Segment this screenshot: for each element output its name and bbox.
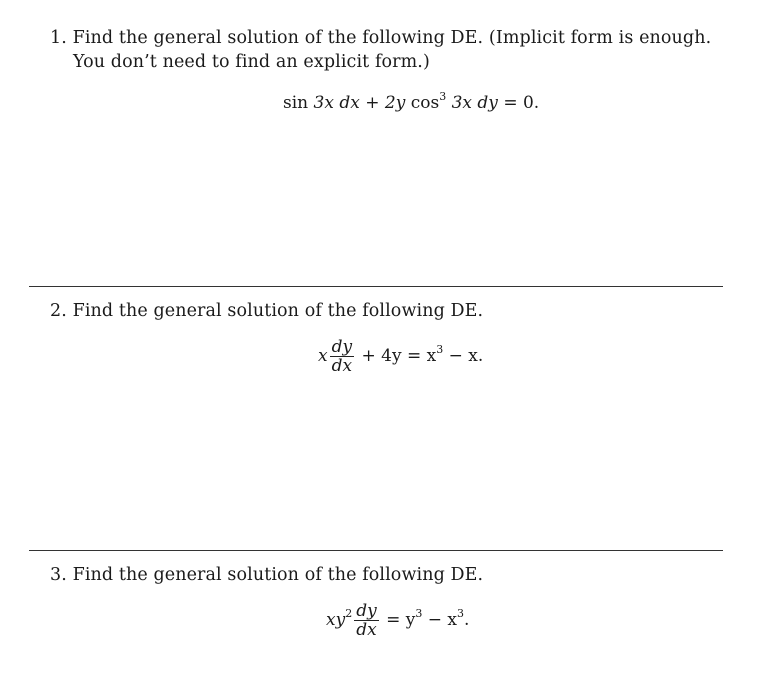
problem-2 <box>50 299 730 323</box>
eq3-pow-lead: 2 <box>345 607 353 620</box>
problem-3-number: 3. <box>50 565 67 585</box>
problem-3-statement: Find the general solution of the following DE. <box>72 565 484 585</box>
eq2-pow: 3 <box>436 343 444 356</box>
eq3-end: . <box>464 610 470 630</box>
eq1-dy: dy <box>477 93 498 113</box>
equation-2 <box>318 338 483 375</box>
eq3-pow1: 3 <box>415 607 423 620</box>
eq1-coef: 2y <box>384 93 406 113</box>
eq1-pow: 3 <box>439 90 447 103</box>
eq1-arg2: 3x <box>451 93 473 113</box>
eq1-plus: + <box>365 93 380 113</box>
eq2-numerator: dy <box>331 337 353 357</box>
eq2-fraction <box>330 338 355 375</box>
problem-2-number: 2. <box>50 301 67 321</box>
eq3-denominator: dx <box>356 620 377 640</box>
eq3-eq: = y <box>386 610 416 630</box>
eq1-dx: dx <box>339 93 360 113</box>
eq1-sin: sin <box>283 93 309 113</box>
divider-1 <box>29 286 723 287</box>
problem-1-statement: Find the general solution of the following DE. (Implicit form is enough. You don’t need to find an explicit form.) <box>72 28 712 72</box>
eq2-tail: − x. <box>448 346 484 366</box>
problem-3 <box>50 563 730 587</box>
equation-3 <box>326 602 469 639</box>
problem-3-text <box>50 563 730 587</box>
eq3-numerator: dy <box>356 601 377 621</box>
problem-1 <box>50 26 730 74</box>
eq3-fraction <box>354 602 379 639</box>
eq1-arg1: 3x <box>313 93 334 113</box>
eq1-rhs: = 0. <box>503 93 540 113</box>
problem-1-number: 1. <box>50 28 67 48</box>
eq2-denominator: dx <box>331 356 353 376</box>
eq1-cos: cos <box>410 93 440 113</box>
equation-1 <box>283 90 540 113</box>
problem-1-text <box>50 26 730 74</box>
problem-2-text <box>50 299 730 323</box>
divider-2 <box>29 550 723 551</box>
problem-2-statement: Find the general solution of the following DE. <box>72 301 484 321</box>
eq3-lead: xy <box>326 610 346 630</box>
eq2-rest: + 4y = x <box>361 346 437 366</box>
eq3-minus: − x <box>427 610 458 630</box>
eq2-lead: x <box>318 346 328 366</box>
eq3-pow2: 3 <box>457 607 465 620</box>
